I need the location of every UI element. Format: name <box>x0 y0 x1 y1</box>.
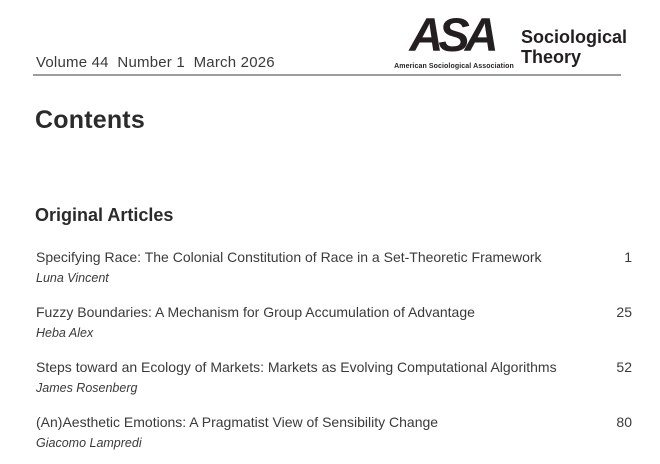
asa-logo-subtext: American Sociological Association <box>394 63 514 70</box>
article-author: Giacomo Lampredi <box>36 436 142 450</box>
article-author: Luna Vincent <box>36 271 109 285</box>
contents-heading: Contents <box>35 106 145 134</box>
article-entry <box>36 412 632 452</box>
article-author: Heba Alex <box>36 326 94 340</box>
article-title-row <box>36 357 632 377</box>
article-entry <box>36 302 632 342</box>
journal-title-line2: Theory <box>521 47 582 67</box>
article-page-number: 52 <box>616 359 632 375</box>
article-page-number: 80 <box>616 414 632 430</box>
article-title-row <box>36 247 632 267</box>
article-title: Fuzzy Boundaries: A Mechanism for Group Accumulation of Advantage <box>36 304 475 320</box>
article-entry <box>36 247 632 287</box>
journal-title-line1: Sociological <box>521 27 628 47</box>
article-title: (An)Aesthetic Emotions: A Pragmatist View of Sensibility Change <box>36 414 439 430</box>
article-page-number: 1 <box>624 249 632 265</box>
article-title: Steps toward an Ecology of Markets: Markets as Evolving Computational Algorithms <box>36 359 557 375</box>
article-page-number: 25 <box>616 304 632 320</box>
article-author: James Rosenberg <box>36 381 138 395</box>
article-list <box>36 247 632 464</box>
article-title-row <box>36 412 632 432</box>
asa-logo <box>392 8 516 70</box>
header-rule-divider <box>33 74 621 76</box>
article-title: Specifying Race: The Colonial Constitution of Race in a Set-Theoretic Framework <box>36 249 542 265</box>
section-heading-original-articles: Original Articles <box>35 205 174 225</box>
asa-logo-icon: ASA <box>409 8 494 61</box>
journal-title <box>521 27 627 67</box>
issue-line: Volume 44 Number 1 March 2026 <box>36 54 275 71</box>
article-entry <box>36 357 632 397</box>
article-title-row <box>36 302 632 322</box>
